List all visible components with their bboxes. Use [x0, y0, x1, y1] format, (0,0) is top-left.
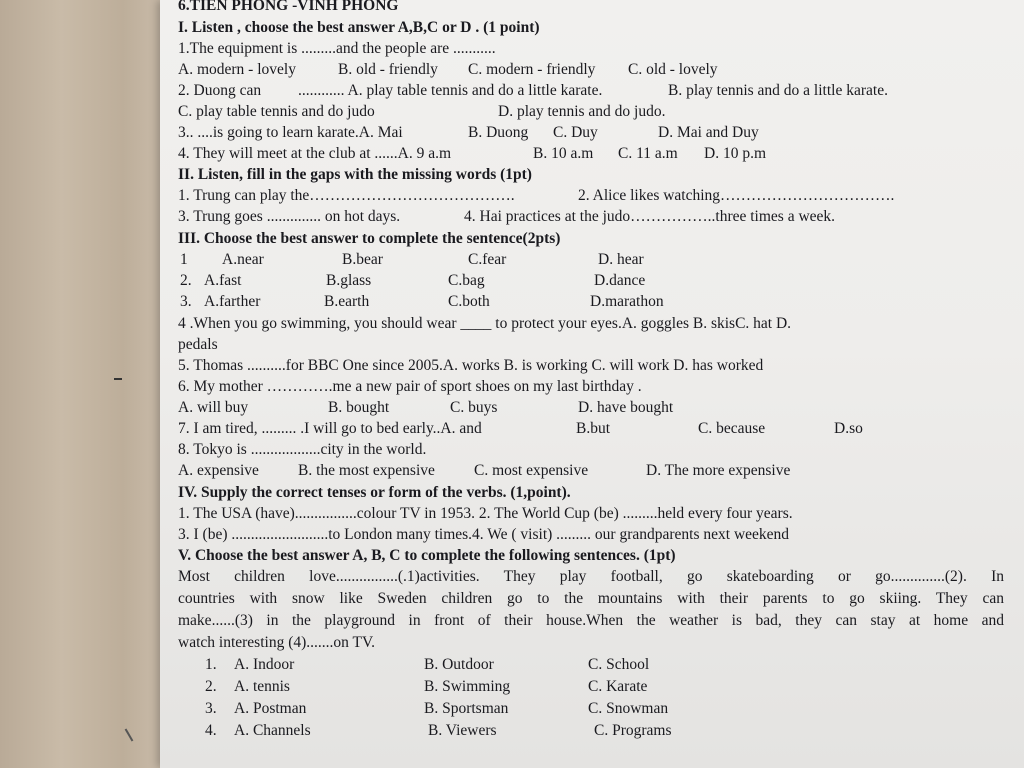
option: C. old - lovely: [628, 61, 718, 78]
pronunciation-row-2: [178, 271, 1004, 291]
option: C. Duy: [553, 124, 598, 141]
worksheet-page: [160, 0, 1024, 768]
pen-mark: [125, 728, 134, 741]
option: C.bag: [448, 272, 485, 289]
option: C. Programs: [594, 722, 672, 739]
passage-line-1: Most children love................(.1)activities. They play football, go skateboarding or go..............(2). In: [178, 568, 1004, 585]
passage-line-4: watch interesting (4).......on TV.: [178, 634, 376, 651]
pronunciation-row-1: [178, 250, 1004, 270]
question-3-7: [178, 419, 1004, 439]
row-number: 2.: [180, 272, 192, 289]
question-1-3: [178, 123, 1004, 143]
pronunciation-row-3: [178, 292, 1004, 312]
option: C. 11 a.m: [618, 145, 678, 162]
option: A. Postman: [234, 700, 307, 717]
question-1-2-options: [178, 102, 1004, 122]
option: A.fast: [204, 272, 242, 289]
option-number: 4.: [205, 722, 217, 739]
option: B. Sportsman: [424, 700, 509, 717]
question-stem: 3.. ....is going to learn karate.A. Mai: [178, 124, 403, 141]
option: A. tennis: [234, 678, 290, 695]
question-3-6-options: [178, 398, 1004, 418]
option: A.farther: [204, 293, 261, 310]
question-3-8: 8. Tokyo is ..................city in the world.: [178, 441, 427, 458]
option: A. expensive: [178, 462, 259, 479]
option: A.near: [222, 251, 264, 268]
question-1-1-options: [178, 60, 1004, 80]
section-4-title: IV. Supply the correct tenses or form of the verbs. (1,point).: [178, 484, 571, 501]
question-4-line-2: 3. I (be) .........................to London many times.4. We ( visit) ......... our grandparents next weekend: [178, 526, 790, 543]
section-5-title: V. Choose the best answer A, B, C to complete the following sentences. (1pt): [178, 547, 676, 564]
option: ............ A. play table tennis and do a little karate.: [298, 82, 603, 99]
option: C. buys: [450, 399, 498, 416]
passage-line-2: countries with snow like Sweden children go to the mountains with their parents to go skiing. They can: [178, 590, 1004, 607]
option: B. Swimming: [424, 678, 511, 695]
gap-question: 4. Hai practices at the judo……………..three times a week.: [464, 208, 836, 225]
gap-question: 1. Trung can play the………………………………….: [178, 187, 515, 204]
option-number: 3.: [205, 700, 217, 717]
option: C.fear: [468, 251, 507, 268]
option: B. old - friendly: [338, 61, 438, 78]
section-3-title: III. Choose the best answer to complete the sentence(2pts): [178, 230, 561, 247]
question-stem: 2. Duong can: [178, 82, 262, 99]
question-stem: 4. They will meet at the club at ......A. 9 a.m: [178, 145, 452, 162]
option: D. have bought: [578, 399, 674, 416]
section-2-title: II. Listen, fill in the gaps with the missing words (1pt): [178, 166, 532, 183]
passage-line-3: make......(3) in the playground in front of their house.When the weather is bad, they can stay at home and: [178, 612, 1004, 629]
option: D. Mai and Duy: [658, 124, 759, 141]
option: A. Indoor: [234, 656, 295, 673]
gap-question: 3. Trung goes .............. on hot days.: [178, 208, 401, 225]
gap-question: 2. Alice likes watching…………………………….: [578, 187, 895, 204]
question-3-6: 6. My mother ………….me a new pair of sport shoes on my last birthday .: [178, 378, 642, 395]
option: D. 10 p.m: [704, 145, 766, 162]
section-1-title: I. Listen , choose the best answer A,B,C or D . (1 point): [178, 19, 540, 36]
option: B.earth: [324, 293, 370, 310]
question-1-2: [178, 81, 1004, 101]
option: C. most expensive: [474, 462, 589, 479]
option: B. Viewers: [428, 722, 497, 739]
option: D. The more expensive: [646, 462, 791, 479]
option: C. play table tennis and do judo: [178, 103, 375, 120]
question-3-4: 4 .When you go swimming, you should wear ____ to protect your eyes.A. goggles B. skisC. hat D.: [178, 315, 792, 332]
passage-options-2: [178, 677, 1004, 697]
option: A. Channels: [234, 722, 311, 739]
question-1-1: 1.The equipment is .........and the people are ...........: [178, 40, 496, 57]
question-4-line-1: 1. The USA (have)................colour TV in 1953. 2. The World Cup (be) .........held every four years.: [178, 505, 793, 522]
question-3-8-options: [178, 461, 1004, 481]
option: D. hear: [598, 251, 644, 268]
option: D.so: [834, 420, 863, 437]
option: C. Snowman: [588, 700, 669, 717]
option: B. play tennis and do a little karate.: [668, 82, 888, 99]
option: B.but: [576, 420, 611, 437]
option: C.both: [448, 293, 490, 310]
question-2-line-2: [178, 207, 1004, 227]
option: B. bought: [328, 399, 390, 416]
option: B. 10 a.m: [533, 145, 594, 162]
option: B. Outdoor: [424, 656, 494, 673]
question-1-4: [178, 144, 1004, 164]
option: C. Karate: [588, 678, 648, 695]
option-number: 1.: [205, 656, 217, 673]
row-number: 1: [180, 251, 188, 268]
row-number: 3.: [180, 293, 192, 310]
question-3-5: 5. Thomas ..........for BBC One since 2005.A. works B. is working C. will work D. has worked: [178, 357, 764, 374]
passage-options-1: [178, 655, 1004, 675]
option: D. play tennis and do judo.: [498, 103, 666, 120]
question-2-line-1: [178, 186, 1004, 206]
option: B. the most expensive: [298, 462, 435, 479]
school-header: 6.TIEN PHONG -VINH PHONG: [178, 0, 399, 14]
option: B.bear: [342, 251, 383, 268]
passage-options-3: [178, 699, 1004, 719]
option: D.marathon: [590, 293, 664, 310]
option: C. modern - friendly: [468, 61, 596, 78]
question-stem: 7. I am tired, ......... .I will go to bed early..A. and: [178, 420, 482, 437]
option: C. School: [588, 656, 650, 673]
option: A. will buy: [178, 399, 249, 416]
option: A. modern - lovely: [178, 61, 296, 78]
question-3-4-continued: pedals: [178, 336, 218, 353]
option: D.dance: [594, 272, 646, 289]
option: B. Duong: [468, 124, 529, 141]
option: C. because: [698, 420, 766, 437]
option: B.glass: [326, 272, 372, 289]
option-number: 2.: [205, 678, 217, 695]
passage-options-4: [178, 721, 1004, 741]
pen-mark: [114, 378, 122, 380]
